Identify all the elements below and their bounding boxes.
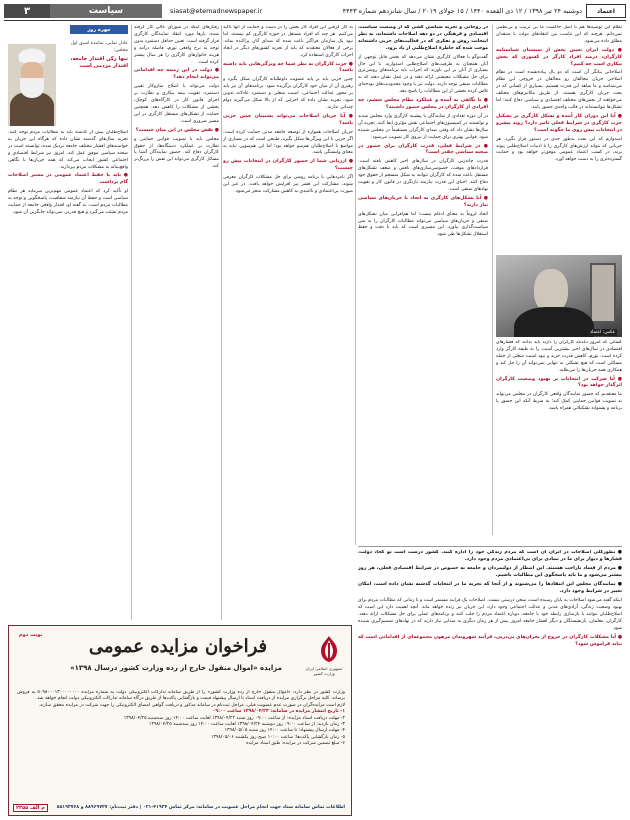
ad-contact-footer: اطلاعات تماس سامانه ستاد جهت انجام مراحل عضویت در سامانه: مرکز تماس ۴۱۹۳۴-۰۲۱ | دفتر ثبت‌نام: ۸۸۹۶۹۷۳۷ و ۸۵۱۹۳۷۶۸ <box>56 805 345 810</box>
column3-body-2: چنین حزبی باید بر پایه عضویت داوطلبانه کارگران شکل بگیرد و رهبری آن از میان خود کارگران برگزیده شود. برنامه‌های آن نیز باید بر محور عدالت اجتماعی، امنیت شغلی و دستمزد عادلانه تدوین شود. تجربه نشان داده که احزابی که از بالا شکل می‌گیرند دوام چندانی ندارند. <box>223 77 353 110</box>
column4-body-1: رفتارهای اینکه در شورای عالی کار گرفته شده، بارها مورد انتقاد نمایندگان کارگری قرار گرفته است. تعیین حداقل دستمزد بدون توجه به نرخ واقعی تورم، فاصله درآمد و هزینه خانوارهای کارگری را هر سال بیشتر کرده است. <box>134 25 219 65</box>
bottom-body: اینکه گفته می‌شود اصلاحات به پایان رسیده است، سخن درستی نیست. اصلاحات یک فرایند مستمر است و تا زمانی که مطالبات مردم برای بهبود وضعیت زندگی، آزادی‌های مدنی و عدالت اجتماعی وجود دارد، این جریان نیز زنده خواهد ماند. آنچه اهمیت دارد این است که اصلاح‌طلبان بتوانند با بازسازی رابطه خود با جامعه، دوباره اعتماد مردم را جلب کنند و برنامه‌های عملی برای حل مشکلات ارائه دهند. کارگران، معلمان، بازنشستگان و دیگر اقشار جامعه امروز بیش از هر زمان دیگری به صدایی نیاز دارند که در نهادهای تصمیم‌گیری شنیده شود. <box>358 598 622 632</box>
column-divider <box>492 25 493 535</box>
bottom-question-2: ● مردم از فساد ناراحت هستند. این انتظار از دولتمردان و جامعه به خصوص در شرایط اقتصادی فعلی، هر روز بیشتر می‌شود و ما باید پاسخگوی این مطالبات باشیم. <box>358 565 622 578</box>
portrait-beard <box>20 78 44 98</box>
column3-body-3: جریان اصلاحات همواره از توسعه جامعه مدنی حمایت کرده است. اگر حزبی با این ویژگی‌ها شکل بگیرد، طبیعی است که در بسیاری از مواضع با اصلاح‌طلبان هم‌سو خواهد بود؛ اما این هم‌سویی نباید به معنای وابستگی باشد. <box>223 129 353 156</box>
ad-line: ۳- زمان بازدید: از ساعت ۰۹:۰۰ روز دوشنبه ۱۳۹۸/۰۴/۲۴ لغایت ساعت ۱۴:۰۰ روز سه‌شنبه ۱۳۹۸/۰۴/۲۵ <box>148 722 345 728</box>
column-kicker: چهره روز <box>70 25 128 34</box>
column1b-body: کسانی که امروز دغدغه کارگران را دارند باید بدانند که فشارهای اقتصادی در سال‌های اخیر بیشترین آسیب را به طبقه کارگر وارد کرده است. تورم، کاهش قدرت خرید و نبود امنیت شغلی از جمله مسائلی است که هیچ تشکلی به تنهایی نمی‌تواند آن را حل کند و همکاری همه جریان‌ها را می‌طلبد. <box>496 340 622 373</box>
ad-body <box>17 690 345 798</box>
column1b-answer: ما معتقدیم که حضور نمایندگان واقعی کارگران در مجلس می‌تواند به تصویب قوانین حمایتی کمک کند؛ به شرط آنکه این حضور با برنامه و پشتوانه تشکیلاتی همراه باشد. <box>496 392 622 412</box>
bottom-question-4: ● آیا مشکلات کارگران در خروج از بحران‌های پی‌درپی، فرآیند شهروندان مرهون مجموعه‌ای از اقداماتی است که نباید فراموش شود؟ <box>358 634 622 647</box>
bottom-question-3: ● نمایندگان مجلس این انتقادها را می‌شنوند و از آنجا که تجربه ما در انتخابات گذشته نشان داده است، امکان تغییر در شرایط وجود دارد. <box>358 581 622 594</box>
ad-title: فراخوان مزایده عمومی <box>88 636 268 657</box>
cleric-portrait <box>8 44 56 126</box>
ad-code: م الف ۲۳۵۵ <box>13 804 48 812</box>
article-column-3 <box>223 25 353 520</box>
article-column-2 <box>358 25 488 545</box>
column-divider <box>221 25 222 620</box>
column-divider <box>355 25 356 545</box>
ad-turn-label: نوبت دوم <box>19 632 43 638</box>
column1-question-1: ● دولت ایران تعیین بخش از سیستان‌ شناسنامه کارگران، درصد افراد کارگر در کشوری که بخش بیکاری است چه کنیم؟ <box>496 47 622 67</box>
ad-subtitle: مزایده «اموال منقول خارج از رده وزارت کشور درسال ۱۳۹۸» <box>70 664 282 672</box>
column1-intro: نظام این توصیه‌ها هم با اصل حاکمیت ما بی‌ ترتیب و بی‌‌نظمی نمی‌دانم. هرچند که این تناسب بین انتقادهای دولت با منتقدان مطلق داده می‌شود. <box>496 25 622 44</box>
column4-body-3: مجلس باید با تصویب قوانین حمایتی و نظارت بر عملکرد دستگاه‌ها، از حقوق کارگران دفاع کند. حضور نمایندگان آشنا با مسائل کارگری می‌تواند این نقش را پررنگ‌تر کند. <box>134 136 219 170</box>
article-column-1b <box>496 340 622 532</box>
column4-question-2: ● نقش مجلس در این میان چیست؟ <box>135 127 219 133</box>
column5-subtitle: عادل نمایی، نماینده اسبق اول مجلس: <box>70 41 128 53</box>
ad-line: ۱- تاریخ انتشار مزایده در سامانه: ۱۳۹۸/۰۴/۲۲ ساعت ۰۹:۰۰ <box>212 709 345 715</box>
column2-body-4: اتحاد لزوماً به معنای ادغام نیست؛ اما هم‌افزایی میان تشکل‌های صنفی و جریان‌های سیاسی می‌تواند مطالبات کارگران را به متن سیاست‌گذاری بیاورد. این مسیری است که باید با دقت و حفظ استقلال تشکل‌ها طی شود. <box>358 211 488 238</box>
column2-question-1: ● با نگاهی به آینده و عملکرد نظام مجلس ششم، چه افرادی از کارگران در مجلس حضور داشتند؟ <box>358 98 488 110</box>
ad-line: وزارت کشور در نظر دارد، «اموال منقول خارج از رده وزارت کشور» را از طریق سامانه تدارکات الکترونیکی دولت به شماره مزایده ۵۰۹۸۰۰۰۱۳۰۰۰۰۰۰۰۰ به فروش برساند. کلیه مراحل برگزاری مزایده از دریافت اسناد تا ارسال پیشنهاد قیمت و بازگشایی پاکت‌ها از طریق درگاه سامانه تدارکات الکترونیکی دولت انجام خواهد شد. <box>17 690 345 702</box>
auction-advertisement <box>8 625 352 816</box>
section-title: سیاست <box>50 4 162 18</box>
column2-lead: در روحانی و تجربه سیاسی کشی که از وضعیت سیاست، اقتصادی و فرهنگی در دو دهه اصلاحات داشته‌اند، به نظر اینجانب روش و تفکری که در فعالیت‌های حزبی داشته‌اند موجب شده که خاطرهٔ اصلاح‌طلبی از یاد برود. <box>358 25 488 51</box>
ad-line: ۶- مبلغ تضمین شرکت در مزایده: طبق اسناد مزایده <box>246 741 345 747</box>
column2-body-3: قدرت چانه‌زنی کارگران در سال‌های اخیر کاهش یافته است. قراردادهای موقت، خصوصی‌سازی‌های ناقص و ضعف تشکل‌های مستقل باعث شده که کارگران نتوانند به شکل منسجم از حقوق خود دفاع کنند. احیای این قدرت نیازمند بازنگری در قانون کار و تقویت نهادهای صنفی است. <box>358 159 488 192</box>
photo-background-frame <box>590 263 616 323</box>
newspaper-logo: اعتماد <box>586 4 626 18</box>
header-rule <box>4 20 626 21</box>
column3-question-3: ● ارزیابی شما از حضور کارگران در انتخابات پیش رو چیست؟ <box>223 159 353 172</box>
column2-question-3: ● آیا تشکل‌های کارگری به اتحاد با جریان‌های سیاسی نیاز دارند؟ <box>358 195 488 208</box>
article-column-5 <box>8 130 128 630</box>
column5-body-1: اصلاح‌طلبان بیش از گذشته باید به مطالبات مردم توجه کنند. تجربه سال‌های گذشته نشان داده که هرگاه این جریان به خواسته‌های اقشار مختلف جامعه نزدیک شده، توانسته است در صحنه سیاسی موفق عمل کند. امروز نیز شرایط اقتصادی و اجتماعی کشور ایجاب می‌کند که همه جریان‌ها با نگاهی واقع‌بینانه به مشکلات مردم بپردازند. <box>8 130 128 170</box>
article-column-4 <box>134 25 219 625</box>
column1-answer-1: اصلاحاتی بیانگر آن است که دو بال پیاده‌نشده است در نظام اصلاحی جریان مخالفان رو مخالفان در خروجی این نظام می‌شناسد و ما شاهد این قدرت هستیم. بسیاری از کسانی که در بحث جریان کارگری هستند، از طریق مکانیزم‌های مختلف می‌خواهند از بخش‌های مختلف اقتصادی و سیاسی دفاع کنند؛ اما تشکل‌ها نتوانسته‌اند در قالب واحدی حضور یابند. <box>496 70 622 110</box>
column2-body-1: گفت‌وگو با فعالان کارگری نشان می‌دهد که بخش قابل توجهی از آنان همچنان به ظرفیت‌های اصلاح‌طلبی امیدوارند. با این حال بسیاری از آنان بر این باورند که احزاب باید برنامه‌های روشن‌تری برای حل مشکلات معیشتی ارائه دهند و در عمل نشان دهند که به مطالبات صنفی توجه دارند. دولت نیز با وجود محدودیت‌های بودجه‌ای تلاش کرده بخشی از این مطالبات را پاسخ دهد. <box>358 54 488 95</box>
column1-answer-2: امیدوارم که این بحث به‌طور جدی در دستور قرار بگیرد. هر جریانی که بتواند ارزش‌های کارگری را با ادبیات اصلاح‌طلبی پیوند بزند، در کسب اعتماد عمومی موفق‌تر خواهد بود و حمایت گسترده‌تری را به دست خواهد آورد. <box>496 136 622 163</box>
column5-title: تنها رکن اقتدار جامعه، اقتدار مردمی است <box>70 56 128 69</box>
page-number: ٣ <box>4 4 50 18</box>
section-email[interactable]: siasat@etemadnewspaper.ir <box>170 7 263 15</box>
bottom-question-1: ● بطورکلی اصلاحات در ایران آن است که مردم زندگی خود را اداره کنند. کشور درست است تو کجا، دولت، فشارها و دیوار برای ما در بنیادی برای بی‌اعتمادی مردم وجود دارد. <box>358 550 622 562</box>
ad-line: ۲- مهلت دریافت اسناد مزایده: از ساعت ۰۹:۰۰ روز شنبه ۱۳۹۸/۰۴/۲۲ لغایت ساعت ۱۴:۰۰ روز سه‌شنبه ۱۳۹۸/۰۴/۲۵ <box>123 715 345 721</box>
photo-shoulder <box>514 307 594 337</box>
ad-line: ۴- مهلت ارسال پیشنهاد: تا ساعت ۱۴:۰۰ روز شنبه ۱۳۹۸/۰۵/۰۵ <box>224 728 345 734</box>
column5-question: ● باید با حفظ اعتماد عمومی در مسیر اصلاحات گام برداشت <box>8 173 128 186</box>
column1-question-2: ● آیا این دوران کار آینده و تشکل کارگری بر تشکیل حزب کارگری در شرایط فعلی تاثیر دارد؟ روند پیشرو در انتخابات پیش روی ما چگونه است؟ <box>496 113 622 133</box>
column3-question-2: ● آیا جریان اصلاحات می‌تواند پشتیبان چنین حزبی باشد؟ <box>223 113 353 126</box>
photo-caption: عکس: اعتماد <box>590 330 616 335</box>
ad-line: ۵- زمان بازگشایی پاکت‌ها: ساعت ۱۰:۰۰ صبح روز یکشنبه ۱۳۹۸/۰۵/۰۶ <box>211 734 345 740</box>
column2-question-2: ● در شرایط فعلی، قدرت کارگران برای حضور در صحنه سیاسی چقدر است؟ <box>358 143 488 156</box>
dateline: دوشنبه ۲۴ تیر ۱۳۹۸ / ۱۲ ذی القعده ۱۴۴۰ / ۱۵ جولای ۲۰۱۹ / سال شانزدهم شماره ۴۴۴۳ <box>342 7 582 15</box>
column1b-question: ● آیا شرکت در انتخابات بر بهبود وضعیت کارگران اثرگذار خواهد بود؟ <box>496 376 622 389</box>
column2-body-2: در آن دوره تعدادی از نمایندگان با پیشینه کارگری وارد مجلس شدند و توانستند در کمیسیون‌های اجتماعی نقش مؤثری ایفا کنند. تجربه آن سال‌ها نشان داد که وقتی صدای کارگران مستقیماً در مجلس شنیده شود، قوانین بهتری برای حمایت از نیروی کار تصویب می‌شود. <box>358 113 488 140</box>
iran-emblem-icon <box>315 634 343 664</box>
article-column-1 <box>496 25 622 252</box>
column5-headline <box>60 40 128 70</box>
column4-body-2: دولت می‌تواند با اصلاح سازوکار تعیین دستمزد، تقویت بیمه بیکاری و نظارت بر اجرای قانون کار در کارگاه‌های کوچک، بخشی از مشکلات را کاهش دهد. همچنین حمایت از تشکل‌های مستقل کارگری در این مسیر ضروری است. <box>134 84 219 124</box>
page-header <box>4 4 626 18</box>
section-divider <box>358 546 622 547</box>
interviewee-photo <box>496 255 622 337</box>
column3-question-1: ● حزب کارگران به نظر شما چه ویژگی‌هایی باید داشته باشد؟ <box>223 61 353 74</box>
column4-question-1: ● دولت در این زمینه چه اقداماتی می‌تواند انجام دهد؟ <box>134 68 219 81</box>
column3-body-1: به کار گرفتن این افراد کار بخش را در دست و حمایت از آنها تأکید می‌کنیم. هر چند که افراد مستقل در حوزه کارگری کم نیستند، اما نبود یک سازمان فراگیر باعث شده که صدای آنان پراکنده بماند. برخی از فعالان معتقدند که باید از تجربه کشورهای دیگر در ایجاد احزاب کارگری استفاده کرد. <box>223 25 353 58</box>
column5-body-2: او تأکید کرد که اعتماد عمومی مهم‌ترین سرمایه هر نظام سیاسی است و حفظ آن نیازمند شفافیت، پاسخگویی و توجه به مطالبات مردم است. به گفته او، اقتدار واقعی جامعه از حمایت مردم نشئت می‌گیرد و هیچ قدرتی نمی‌تواند جایگزین آن شود. <box>8 189 128 215</box>
ad-ministry-name: جمهوری اسلامی ایران وزارت کشور <box>305 666 343 676</box>
ad-header <box>13 630 349 688</box>
ad-line: لازم است مزایده‌گران در صورت عدم عضویت قبلی، مراحل ثبت‌نام در سامانه مذکور و دریافت گواهی امضای الکترونیکی را جهت شرکت در مزایده محقق سازند. <box>38 702 345 708</box>
article-bottom-right <box>358 550 622 816</box>
column3-body-4: اگر نامزدهایی با برنامه روشن برای حل مشکلات کارگران معرفی شوند، مشارکت این قشر نیز افزایش خواهد یافت. در غیر این صورت بی‌اعتمادی و ناامیدی به کاهش مشارکت منجر می‌شود. <box>223 175 353 194</box>
column-divider <box>131 25 132 620</box>
